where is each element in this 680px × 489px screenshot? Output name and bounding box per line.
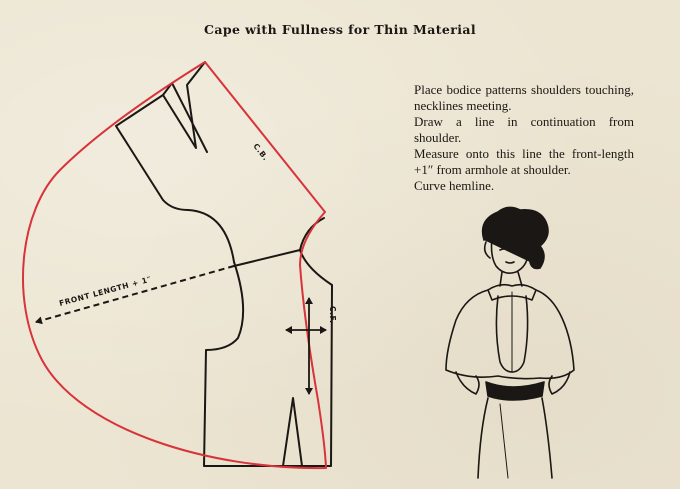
front-bodice-outline bbox=[204, 250, 332, 466]
cb-label: C.B. bbox=[251, 141, 271, 163]
fashion-figure-illustration bbox=[446, 207, 574, 478]
cf-label: C.F. bbox=[328, 306, 337, 324]
figure-cape bbox=[446, 290, 574, 379]
cape-outline bbox=[23, 62, 326, 468]
back-shoulder-dart bbox=[163, 83, 207, 152]
instruction-1: Place bodice patterns shoulders touching, necklines meeting. bbox=[414, 82, 634, 113]
page-title: Cape with Fullness for Thin Material bbox=[204, 22, 476, 37]
instruction-3: Measure onto this line the front-length +1″ from armhole at shoulder. bbox=[414, 146, 634, 177]
figure-belt bbox=[486, 382, 544, 400]
front-length-label: FRONT LENGTH + 1″ bbox=[58, 274, 153, 308]
front-waist-dart bbox=[283, 398, 302, 466]
front-length-line bbox=[36, 266, 234, 322]
instruction-4: Curve hemline. bbox=[414, 178, 495, 193]
figure-skirt bbox=[478, 398, 488, 478]
back-bodice-outline bbox=[116, 62, 234, 262]
instruction-2: Draw a line in continuation from shoulder. bbox=[414, 114, 634, 145]
